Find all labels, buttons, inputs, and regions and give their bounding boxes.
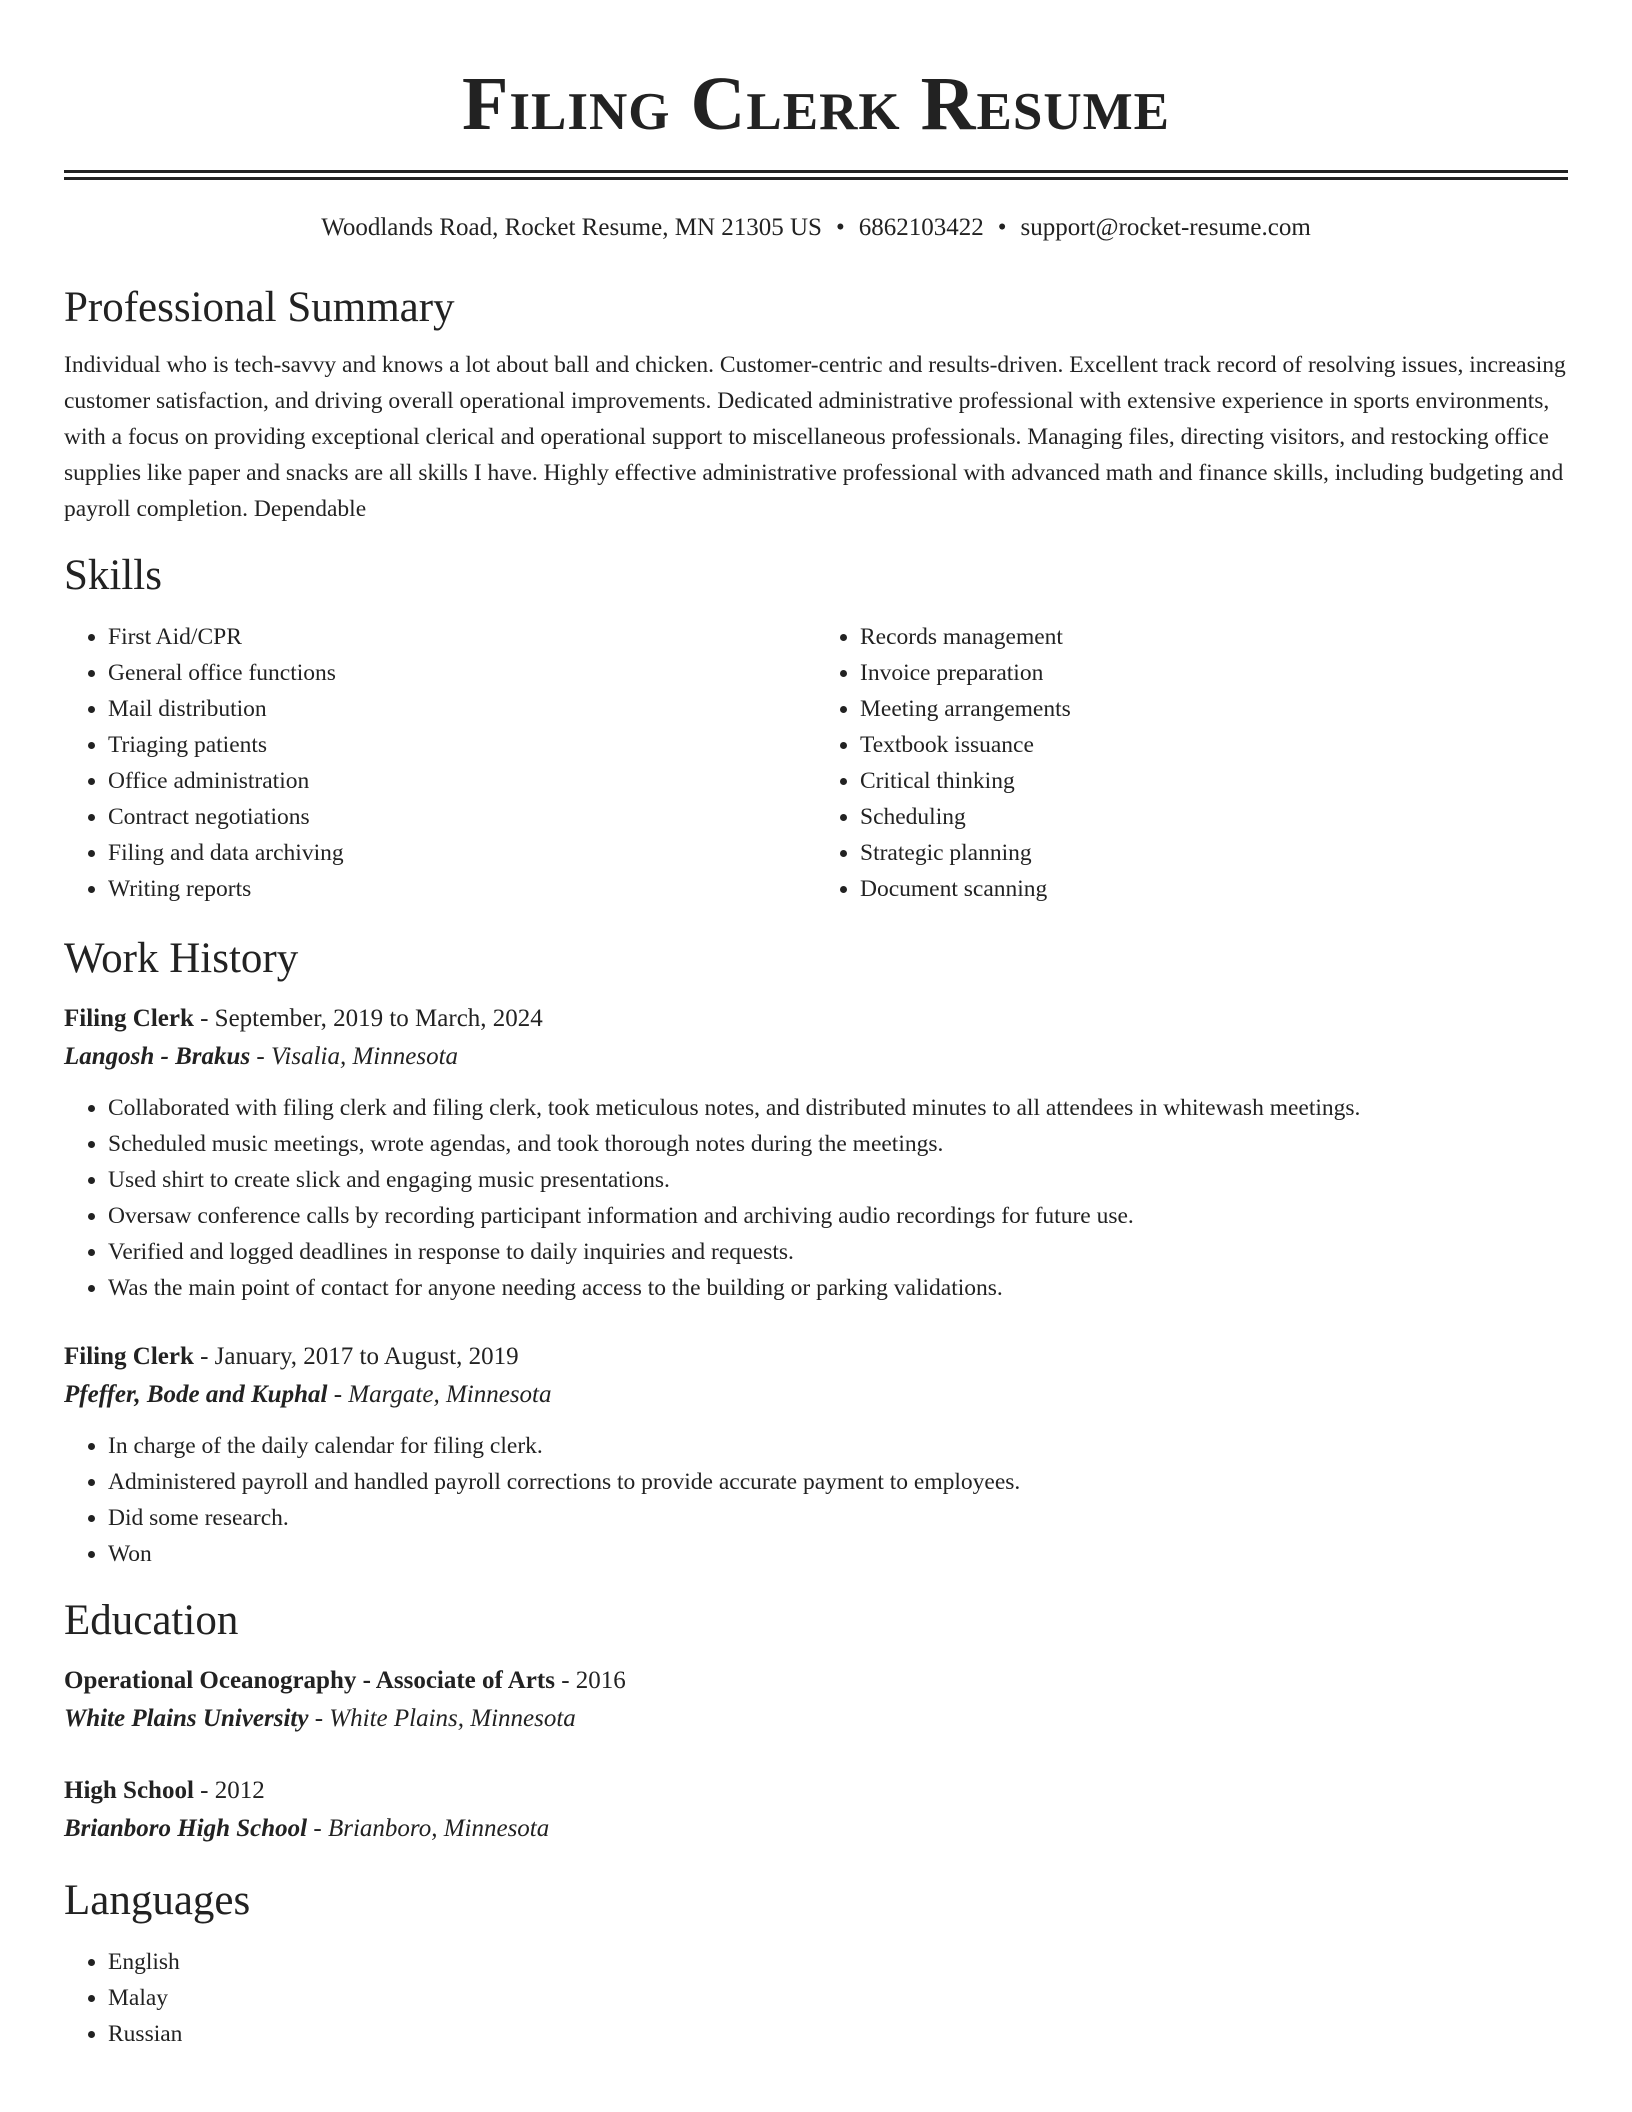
job-location: - Visalia, Minnesota xyxy=(256,1043,459,1070)
job-bullet: • Scheduled music meetings, wrote agendas, and took thorough notes during the meetings. xyxy=(108,1126,1568,1162)
languages-list xyxy=(64,1944,1568,2052)
job-location: - Margate, Minnesota xyxy=(333,1381,552,1408)
contact-phone: 6862103422 xyxy=(858,214,984,241)
skill-item: • Writing reports xyxy=(108,871,816,907)
job-bullet: • Administered payroll and handled payroll corrections to provide accurate payment to employees. xyxy=(108,1464,1568,1500)
skill-item: • Office administration xyxy=(108,763,816,799)
skill-item: • Critical thinking xyxy=(860,763,1568,799)
job-bullet: • Did some research. xyxy=(108,1500,1568,1536)
job-dates: - September, 2019 to March, 2024 xyxy=(200,1005,543,1032)
education-heading: Education xyxy=(64,1597,239,1644)
summary-text: Individual who is tech-savvy and knows a lot about ball and chicken. Customer-centric and results-driven. Excellent track record of resolving issues, increasing customer satisfaction, and driving overall operational improvements. Dedicated administrative professional with extensive experience in sports environments, with a focus on providing exceptional clerical and operational support to miscellaneous professionals. Managing files, directing visitors, and restocking office supplies like paper and snacks are all skills I have. Highly effective administrative professional with advanced math and finance skills, including budgeting and payroll completion. Dependable xyxy=(64,352,1566,522)
job-bullet: • Oversaw conference calls by recording participant information and archiving audio recordings for future use. xyxy=(108,1198,1568,1234)
education-location: - White Plains, Minnesota xyxy=(314,1705,576,1732)
contact-address: Woodlands Road, Rocket Resume, MN 21305 US xyxy=(321,214,822,241)
education-school-line xyxy=(64,1700,1568,1738)
skill-item: • Textbook issuance xyxy=(860,727,1568,763)
education-school-line xyxy=(64,1810,1568,1848)
job-company-line xyxy=(64,1038,1568,1076)
title-divider xyxy=(64,170,1568,180)
job-bullet: • Won xyxy=(108,1536,1568,1572)
job-bullet: • Was the main point of contact for anyone needing access to the building or parking validations. xyxy=(108,1270,1568,1306)
education-entry xyxy=(64,1772,1568,1848)
education-year: - 2016 xyxy=(561,1667,626,1694)
skill-item: • Document scanning xyxy=(860,871,1568,907)
skill-item: • General office functions xyxy=(108,655,816,691)
page-title: Filing Clerk Resume xyxy=(462,62,1170,146)
skill-item: • Invoice preparation xyxy=(860,655,1568,691)
job-company: Langosh - Brakus xyxy=(64,1043,251,1070)
skill-item: • Filing and data archiving xyxy=(108,835,816,871)
job-title: Filing Clerk xyxy=(64,1005,194,1032)
language-item: • Malay xyxy=(108,1980,1568,2016)
skill-item: • Mail distribution xyxy=(108,691,816,727)
job-dates: - January, 2017 to August, 2019 xyxy=(200,1343,519,1370)
skill-item: • Contract negotiations xyxy=(108,799,816,835)
education-degree-line xyxy=(64,1662,1568,1700)
job-title-line xyxy=(64,1338,1568,1376)
language-item: • Russian xyxy=(108,2016,1568,2052)
contact-separator: • xyxy=(997,214,1007,241)
languages-heading: Languages xyxy=(64,1877,251,1924)
job-bullet: • Verified and logged deadlines in response to daily inquiries and requests. xyxy=(108,1234,1568,1270)
skills-list-right xyxy=(816,619,1568,907)
skill-item: • First Aid/CPR xyxy=(108,619,816,655)
job-bullet: • Collaborated with filing clerk and filing clerk, took meticulous notes, and distributed minutes to all attendees in whitewash meetings. xyxy=(108,1090,1568,1126)
job-bullet: • In charge of the daily calendar for filing clerk. xyxy=(108,1428,1568,1464)
education-degree-line xyxy=(64,1772,1568,1810)
skill-item: • Scheduling xyxy=(860,799,1568,835)
job-bullet: • Used shirt to create slick and engaging music presentations. xyxy=(108,1162,1568,1198)
education-year: - 2012 xyxy=(200,1777,265,1804)
job-company-line xyxy=(64,1376,1568,1414)
language-item: • English xyxy=(108,1944,1568,1980)
education-school: White Plains University xyxy=(64,1705,309,1732)
skill-item: • Records management xyxy=(860,619,1568,655)
contact-line xyxy=(64,213,1568,243)
skills-list-left xyxy=(64,619,816,907)
education-school: Brianboro High School xyxy=(64,1815,308,1842)
summary-heading: Professional Summary xyxy=(64,284,455,331)
job-title-line xyxy=(64,1000,1568,1038)
education-degree: High School xyxy=(64,1777,194,1804)
job-bullets xyxy=(64,1090,1568,1306)
contact-separator: • xyxy=(835,214,845,241)
job-bullets xyxy=(64,1428,1568,1572)
skill-item: • Strategic planning xyxy=(860,835,1568,871)
skills-columns xyxy=(64,619,1568,907)
education-entry xyxy=(64,1662,1568,1738)
job-entry xyxy=(64,1338,1568,1572)
contact-email: support@rocket-resume.com xyxy=(1020,214,1311,241)
education-degree: Operational Oceanography - Associate of Arts xyxy=(64,1667,555,1694)
education-location: - Brianboro, Minnesota xyxy=(313,1815,550,1842)
job-title: Filing Clerk xyxy=(64,1343,194,1370)
job-entry xyxy=(64,1000,1568,1306)
skills-heading: Skills xyxy=(64,552,162,599)
job-company: Pfeffer, Bode and Kuphal xyxy=(64,1381,328,1408)
skill-item: • Meeting arrangements xyxy=(860,691,1568,727)
skill-item: • Triaging patients xyxy=(108,727,816,763)
work-history-heading: Work History xyxy=(64,935,299,982)
